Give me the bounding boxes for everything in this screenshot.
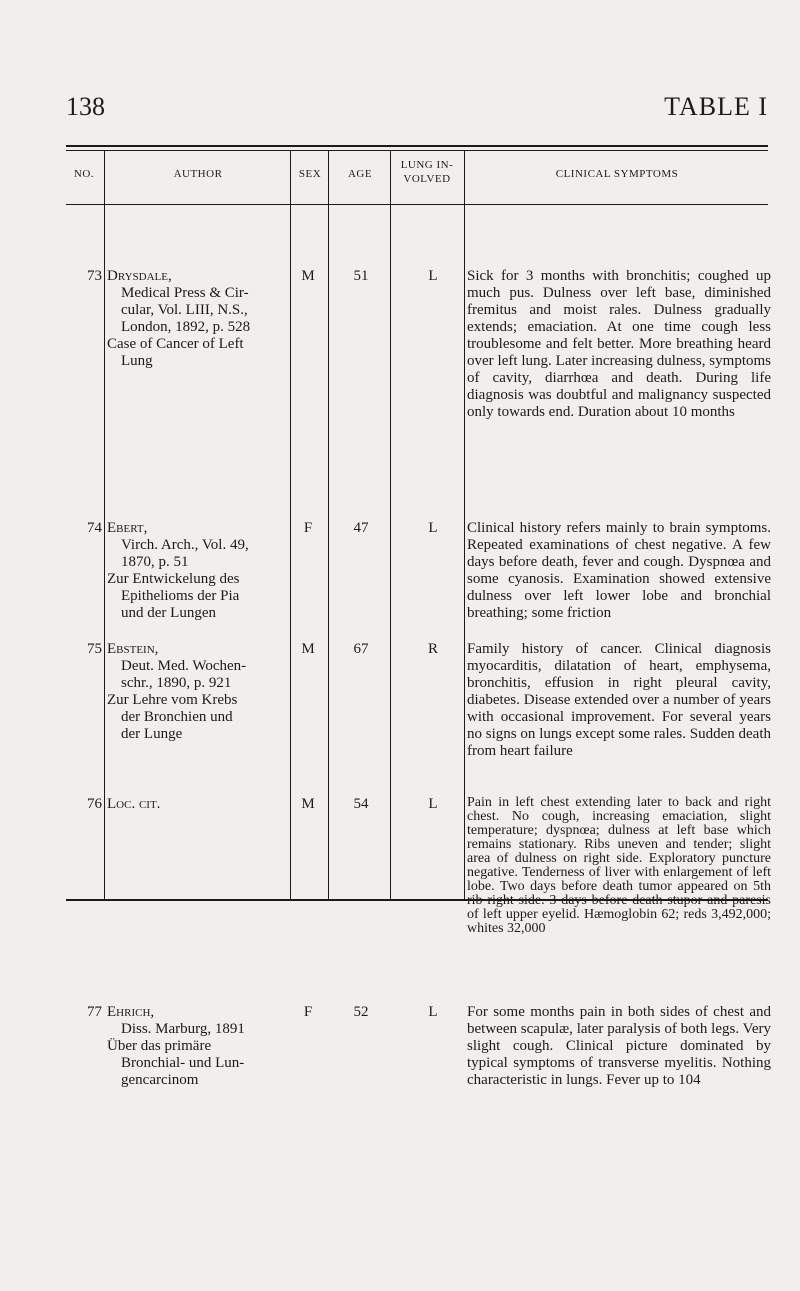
author-citation: Virch. Arch., Vol. 49,: [121, 537, 249, 553]
author-name: Loc. cit.: [107, 796, 161, 812]
top-rule-thin: [66, 150, 768, 151]
author-title: Zur Lehre vom Krebs: [107, 692, 238, 708]
age-cell: 47: [353, 520, 369, 536]
header-lung-line1: LUNG IN-: [400, 159, 454, 171]
author-title: Über das primäre: [107, 1038, 212, 1054]
lung-cell: L: [428, 1004, 438, 1020]
header-age: AGE: [347, 168, 373, 180]
sex-cell: F: [303, 1004, 313, 1020]
header-rule: [66, 204, 768, 205]
symptoms-cell: Pain in left chest extending later to back and right chest. No cough, increasing emaciation, slight temperature; dyspnœa; dulness at left base which remains stationary. Ribs uneven and tender; slight area of dulness on right side. Exploratory puncture negative. Tenderness of liver with enlargement of left lobe. Two days before death tumor appeared on 5th rib right side. 3 days before death stupor and paresis of left upper eyelid. Hæmoglobin 62; reds 3,492,000; whites 32,000: [467, 795, 771, 936]
header-lung-line2: VOLVED: [403, 173, 451, 185]
header-sex: SEX: [298, 168, 322, 180]
sex-cell: M: [301, 268, 315, 284]
author-title: Lung: [121, 353, 153, 369]
author-citation: Diss. Marburg, 1891: [121, 1021, 245, 1037]
age-cell: 54: [353, 796, 369, 812]
symptoms-cell: Sick for 3 months with bronchitis; coughed up much pus. Dulness over left base, diminished fremitus and moist rales. Dulness gradually extends; emaciation. At one time cough less troublesome and felt better. More breathing heard over left lung. Later increasing dulness, symptoms of cavity, diarrhœa and death. During life diagnosis was doubtful and malignancy suspected only towards end. Duration about 10 months: [467, 268, 771, 420]
page-number: 138: [66, 92, 105, 121]
column-divider: [104, 150, 105, 900]
author-cell: [107, 796, 289, 813]
author-title: gencarcinom: [121, 1072, 199, 1088]
symptoms-cell: Clinical history refers mainly to brain symptoms. Repeated examinations of chest negative. A few days before death, fever and cough. Dyspnœa and some cyanosis. Examination showed extensive dulness over left lower lobe and bronchial breathing; some friction: [467, 520, 771, 621]
author-citation: London, 1892, p. 528: [121, 319, 251, 335]
author-title: Case of Cancer of Left: [107, 336, 244, 352]
author-citation: cular, Vol. LIII, N.S.,: [121, 302, 248, 318]
author-title: Zur Entwickelung des: [107, 571, 240, 587]
row-number: 74: [87, 520, 102, 536]
row-number: 75: [87, 641, 102, 657]
lung-cell: R: [427, 641, 438, 657]
age-cell: 67: [353, 641, 369, 657]
author-citation: Deut. Med. Wochen-: [121, 658, 247, 674]
age-cell: 52: [353, 1004, 369, 1020]
row-number: 76: [87, 796, 102, 812]
author-title: Bronchial- und Lun-: [121, 1055, 245, 1071]
author-name: Ehrich,: [107, 1004, 155, 1020]
author-name: Drysdale,: [107, 268, 172, 284]
sex-cell: M: [301, 641, 315, 657]
author-title: Epithelioms der Pia: [121, 588, 240, 604]
lung-cell: L: [428, 796, 438, 812]
top-rule: [66, 145, 768, 147]
author-title: der Bronchien und: [121, 709, 233, 725]
header-lung: [392, 158, 462, 186]
author-name: Ebstein,: [107, 641, 159, 657]
page-title: TABLE I: [664, 92, 768, 121]
lung-cell: L: [428, 520, 438, 536]
row-number: 77: [87, 1004, 102, 1020]
symptoms-cell: For some months pain in both sides of chest and between scapulæ, later paralysis of both legs. Very slight cough. Clinical picture dominated by typical symptoms of transverse myelitis. Nothing characteristic in lungs. Fever up to 104: [467, 1004, 771, 1088]
header-author: AUTHOR: [173, 168, 223, 180]
author-cell: [107, 1004, 289, 1089]
author-citation: 1870, p. 51: [121, 554, 189, 570]
author-title: der Lunge: [121, 726, 183, 742]
author-cell: [107, 520, 289, 622]
header-no: NO.: [73, 168, 95, 180]
author-title: und der Lungen: [121, 605, 216, 621]
author-cell: [107, 641, 289, 743]
column-divider: [390, 150, 391, 900]
column-divider: [328, 150, 329, 900]
header-symptoms: CLINICAL SYMPTOMS: [555, 168, 679, 180]
sex-cell: M: [301, 796, 315, 812]
author-citation: schr., 1890, p. 921: [121, 675, 232, 691]
sex-cell: F: [303, 520, 313, 536]
author-name: Ebert,: [107, 520, 148, 536]
page-header: [66, 92, 768, 122]
age-cell: 51: [353, 268, 369, 284]
lung-cell: L: [428, 268, 438, 284]
symptoms-cell: Family history of cancer. Clinical diagnosis myocarditis, dilatation of heart, emphysema, bronchitis, effusion in right pleural cavity, diabetes. Disease extended over a number of years with occasional improvement. For several years no signs on lungs except some rales. Sudden death from heart failure: [467, 641, 771, 759]
row-number: 73: [87, 268, 102, 284]
column-divider: [290, 150, 291, 900]
author-cell: [107, 268, 289, 370]
author-citation: Medical Press & Cir-: [121, 285, 249, 301]
